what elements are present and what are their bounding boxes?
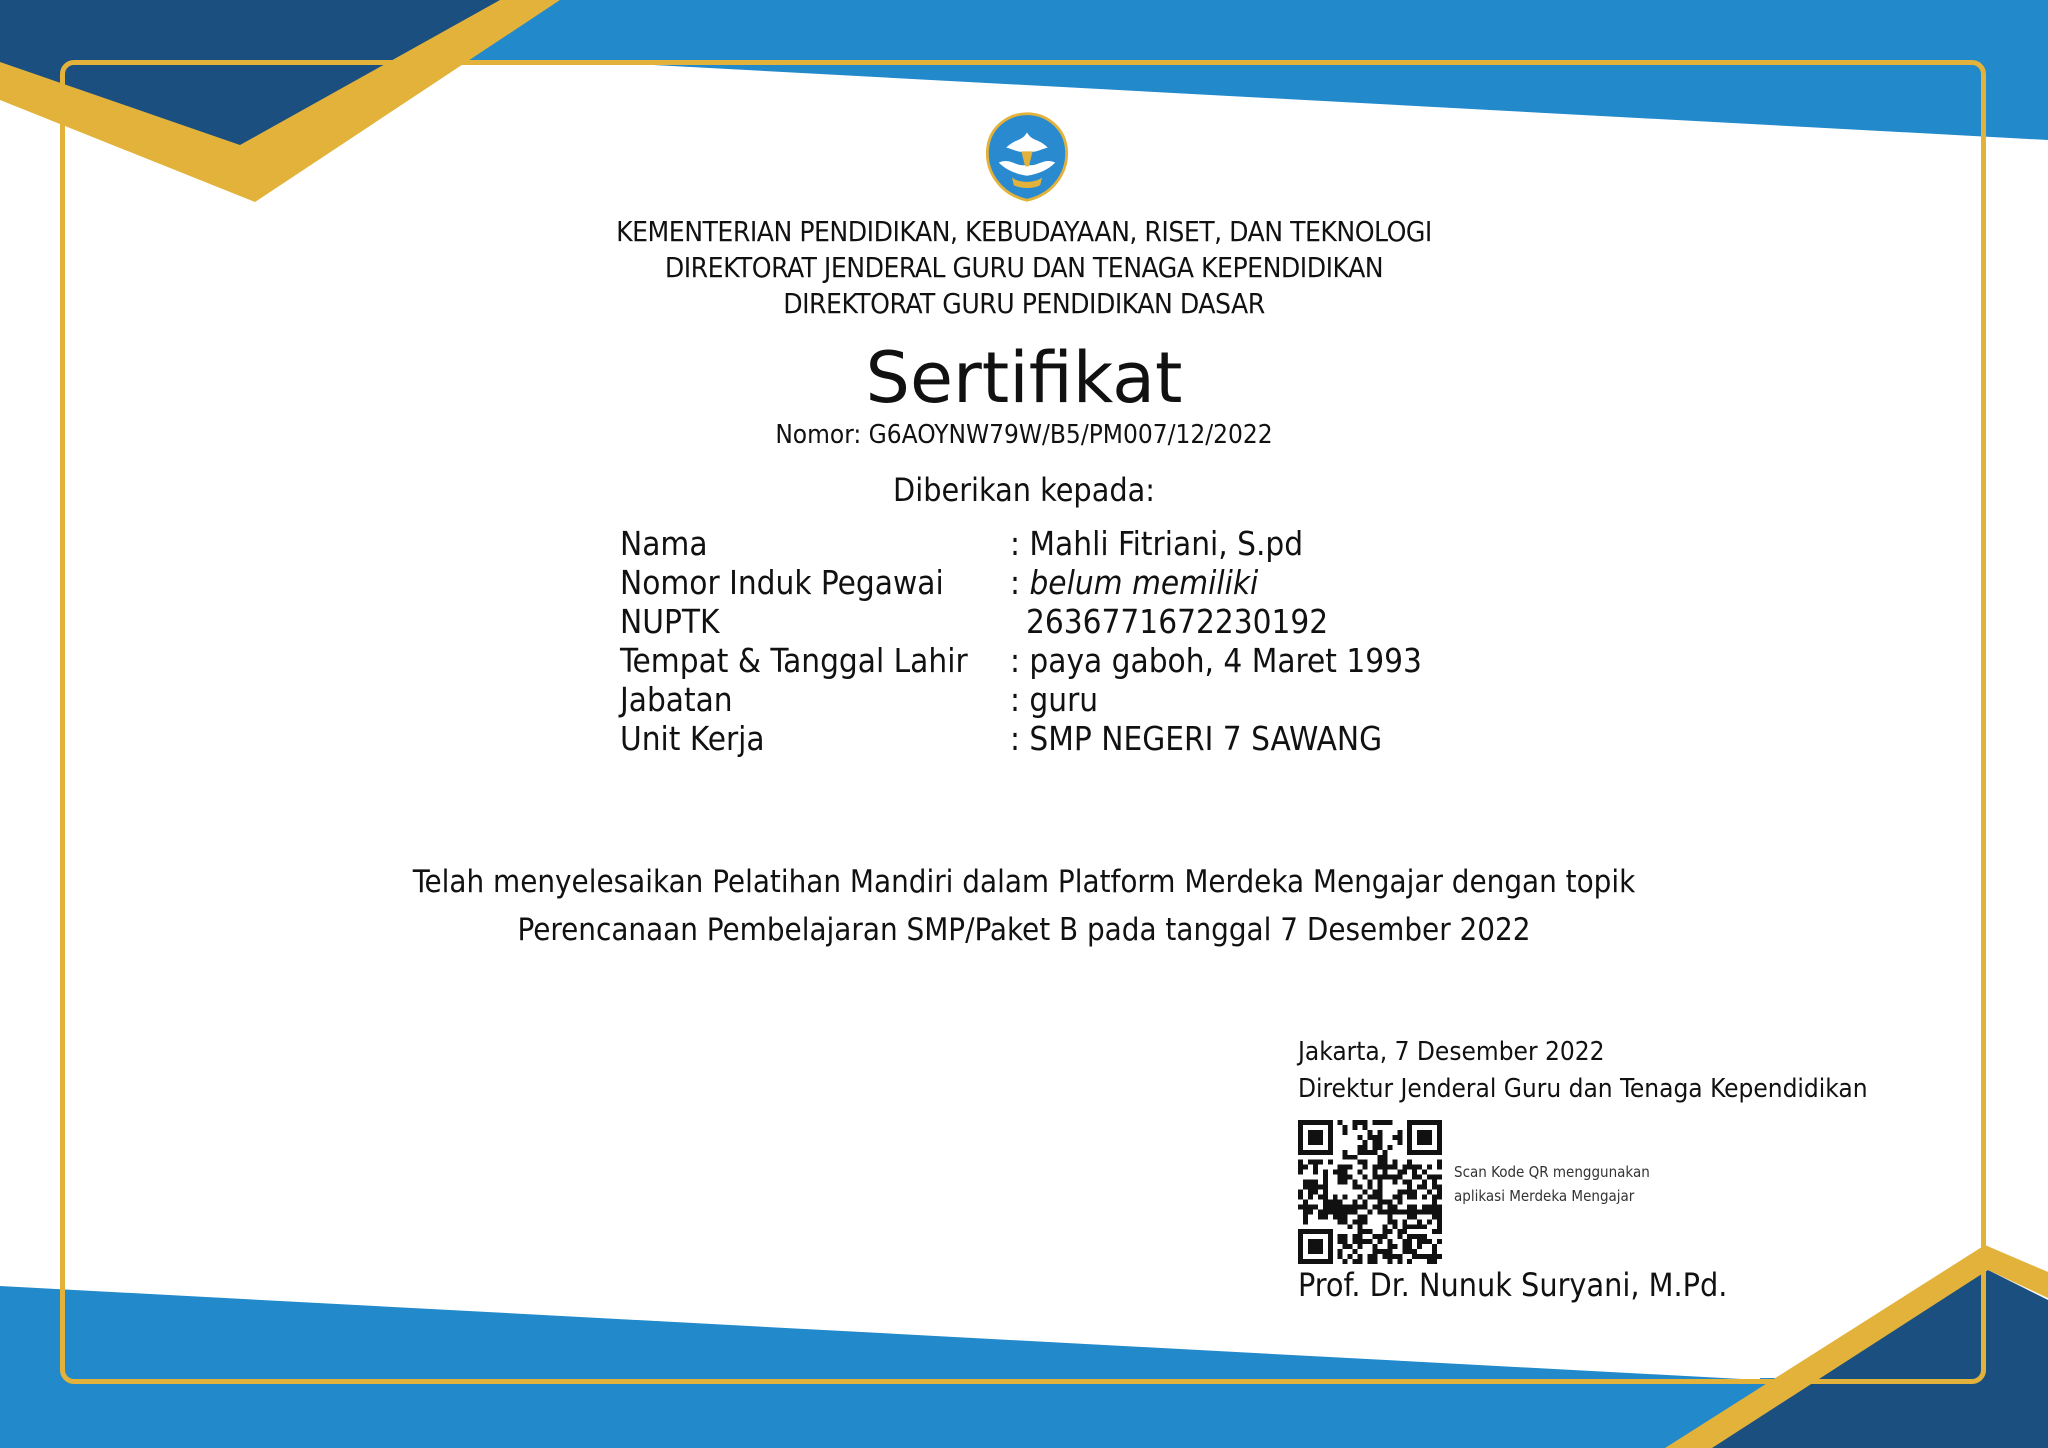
- directorate-general-name: DIREKTORAT JENDERAL GURU DAN TENAGA KEPENDIDIKAN: [664, 251, 1384, 284]
- detail-value-italic: belum memiliki: [1029, 563, 1259, 602]
- signature-position: Direktur Jenderal Guru dan Tenaga Kependidikan: [1298, 1074, 1868, 1104]
- detail-label: Jabatan: [620, 680, 733, 719]
- ministry-name: KEMENTERIAN PENDIDIKAN, KEBUDAYAAN, RISET, DAN TEKNOLOGI: [616, 215, 1432, 248]
- detail-value: 2636771672230192: [1026, 602, 1329, 641]
- detail-value: : paya gaboh, 4 Maret 1993: [1010, 641, 1422, 680]
- certificate-number: Nomor: G6AOYNW79W/B5/PM007/12/2022: [775, 420, 1273, 450]
- detail-label: NUPTK: [620, 602, 720, 641]
- detail-value: [1010, 563, 1258, 602]
- detail-value: : Mahli Fitriani, S.pd: [1010, 524, 1304, 563]
- detail-label: Unit Kerja: [620, 719, 765, 758]
- detail-colon: :: [1010, 563, 1030, 602]
- scan-instruction-line2: aplikasi Merdeka Mengajar: [1454, 1187, 1635, 1205]
- signature-place-date: Jakarta, 7 Desember 2022: [1298, 1037, 1605, 1067]
- qr-code-icon: [1298, 1120, 1442, 1264]
- detail-value: : guru: [1010, 680, 1099, 719]
- directorate-name: DIREKTORAT GURU PENDIDIKAN DASAR: [783, 287, 1265, 320]
- given-to-label: Diberikan kepada:: [893, 471, 1155, 509]
- completion-statement-line1: Telah menyelesaikan Pelatihan Mandiri dalam Platform Merdeka Mengajar dengan topik: [412, 864, 1636, 900]
- detail-label: Nomor Induk Pegawai: [620, 563, 944, 602]
- detail-value: : SMP NEGERI 7 SAWANG: [1010, 719, 1383, 758]
- detail-label: Tempat & Tanggal Lahir: [620, 641, 968, 680]
- completion-statement-line2: Perencanaan Pembelajaran SMP/Paket B pada tanggal 7 Desember 2022: [517, 912, 1531, 948]
- certificate-title: Sertifikat: [865, 337, 1183, 419]
- scan-instruction-line1: Scan Kode QR menggunakan: [1454, 1163, 1650, 1181]
- tut-wuri-handayani-emblem-icon: [980, 110, 1074, 204]
- signer-name: Prof. Dr. Nunuk Suryani, M.Pd.: [1298, 1266, 1728, 1304]
- detail-label: Nama: [620, 524, 708, 563]
